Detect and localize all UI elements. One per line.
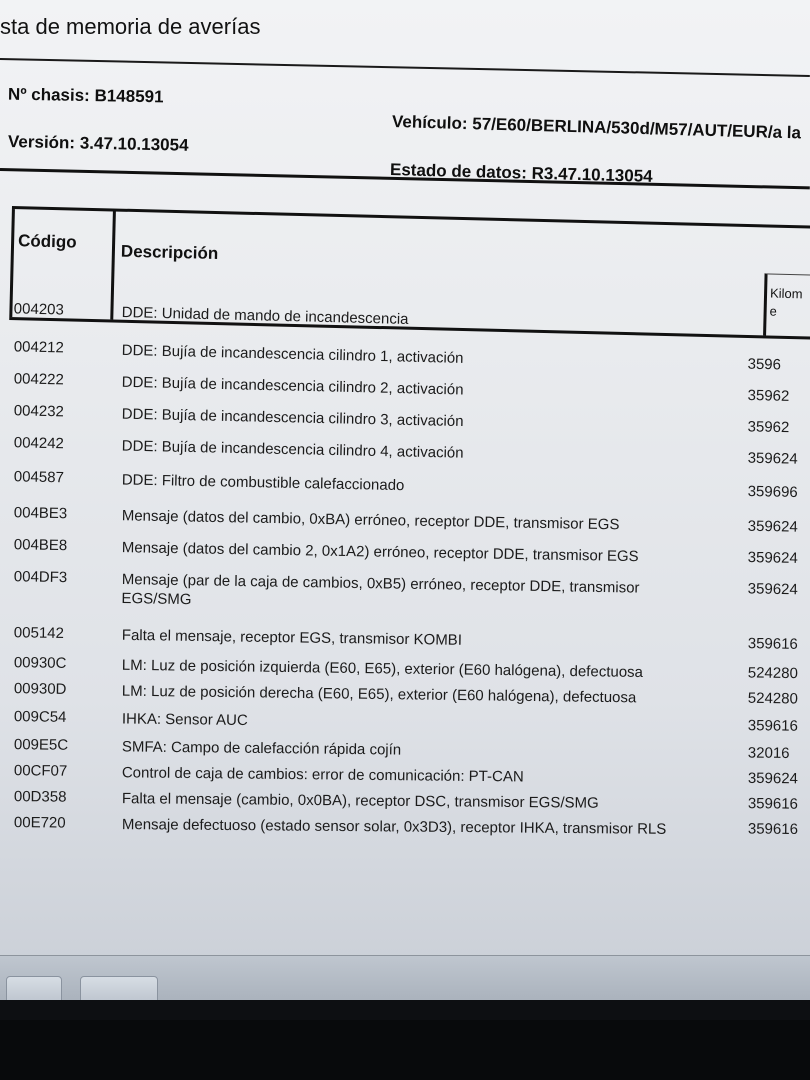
fault-description: Mensaje (datos del cambio 2, 0x1A2) erróneo, receptor DDE, transmisor EGS (121, 539, 639, 566)
monitor-bezel (0, 1020, 810, 1080)
taskbar (0, 955, 810, 1000)
fault-code: 009C54 (13, 708, 67, 726)
data-state-label: Estado de datos: (389, 160, 528, 183)
fault-code: 00D358 (13, 788, 67, 806)
fault-description: DDE: Bujía de incandescencia cilindro 2, activación (121, 373, 464, 399)
fault-km: 359616 (747, 820, 799, 838)
fault-km: 359624 (747, 449, 798, 468)
vehicle-info (392, 112, 801, 143)
title-divider (0, 58, 810, 77)
fault-km: 359616 (747, 717, 799, 735)
fault-code: 004232 (13, 402, 65, 421)
fault-code: 004203 (13, 300, 65, 319)
table-row[interactable] (0, 814, 810, 838)
fault-description: LM: Luz de posición derecha (E60, E65), exterior (E60 halógena), defectuosa (121, 682, 637, 707)
fault-description: Mensaje (datos del cambio, 0xBA) erróneo, receptor DDE, transmisor EGS (121, 507, 620, 534)
fault-code: 004DF3 (13, 568, 68, 587)
fault-description: DDE: Bujía de incandescencia cilindro 3, activación (121, 405, 464, 431)
table-row[interactable] (0, 624, 810, 653)
taskbar-app-button[interactable] (80, 976, 158, 1000)
fault-km: 359616 (747, 635, 798, 653)
fault-km: 35962 (747, 386, 790, 405)
column-km-label: Kilom e (769, 285, 803, 319)
fault-description: DDE: Filtro de combustible calefaccionado (121, 471, 405, 495)
table-row[interactable] (0, 736, 810, 762)
fault-description: Falta el mensaje (cambio, 0x0BA), receptor DSC, transmisor EGS/SMG (121, 790, 599, 812)
fault-km: 359624 (747, 549, 798, 567)
fault-code: 004222 (13, 370, 65, 389)
version-value: 3.47.10.13054 (79, 133, 189, 155)
chassis-info (8, 85, 164, 108)
version-info (8, 132, 189, 156)
window-title: sta de memoria de averías (0, 14, 261, 39)
vehicle-label: Vehículo: (391, 112, 468, 134)
fault-km: 359624 (747, 769, 799, 788)
fault-description: Mensaje defectuoso (estado sensor solar, 0x3D3), receptor IHKA, transmisor RLS (121, 816, 667, 838)
table-row[interactable] (0, 654, 810, 683)
fault-description: DDE: Bujía de incandescencia cilindro 4, activación (121, 437, 464, 462)
table-row[interactable] (0, 536, 810, 567)
fault-description: DDE: Bujía de incandescencia cilindro 1, activación (121, 341, 464, 367)
fault-code: 005142 (13, 624, 65, 642)
chassis-value: B148591 (94, 86, 164, 107)
fault-km: 3596 (747, 355, 782, 374)
table-row[interactable] (0, 338, 810, 374)
start-button[interactable] (6, 976, 62, 1000)
column-code-label: Código (17, 231, 77, 252)
fault-km: 359696 (747, 483, 798, 502)
data-state-value: R3.47.10.13054 (531, 163, 653, 186)
fault-km: 359624 (747, 517, 798, 536)
fault-description: LM: Luz de posición izquierda (E60, E65), exterior (E60 halógena), defectuosa (121, 656, 644, 681)
fault-description: DDE: Unidad de mando de incandescencia (121, 303, 409, 328)
fault-code: 00CF07 (13, 762, 68, 780)
table-row[interactable] (0, 708, 810, 735)
fault-km: 524280 (747, 689, 798, 708)
fault-description: Falta el mensaje, receptor EGS, transmisor KOMBI (121, 626, 463, 649)
fault-km: 35962 (747, 418, 790, 437)
fault-code: 00930D (13, 680, 67, 698)
table-row[interactable] (0, 762, 810, 788)
column-km-cell[interactable] (763, 273, 810, 336)
fault-code: 009E5C (13, 736, 69, 754)
fault-km: 32016 (747, 744, 790, 762)
fault-code: 00930C (13, 654, 67, 672)
table-row[interactable] (0, 468, 810, 502)
table-row[interactable] (0, 402, 810, 437)
table-row[interactable] (0, 568, 810, 609)
fault-description: IHKA: Sensor AUC (121, 710, 248, 730)
table-row[interactable] (0, 434, 810, 468)
fault-code: 004BE8 (13, 536, 68, 555)
column-description-label: Descripción (120, 241, 219, 264)
fault-code: 004587 (13, 468, 65, 487)
fault-km: 524280 (747, 664, 798, 683)
fault-km: 359624 (747, 580, 798, 599)
table-row[interactable] (0, 504, 810, 536)
table-row[interactable] (0, 788, 810, 813)
vehicle-value: 57/E60/BERLINA/530d/M57/AUT/EUR/a la (472, 114, 802, 143)
version-label: Versión: (7, 132, 76, 153)
fault-code: 004212 (13, 338, 65, 357)
fault-code: 004242 (13, 434, 65, 453)
fault-km: 359616 (747, 795, 799, 813)
fault-code: 00E720 (13, 814, 66, 832)
fault-description: Mensaje (par de la caja de cambios, 0xB5) erróneo, receptor DDE, transmisor EGS/SMG (121, 571, 640, 609)
fault-description: SMFA: Campo de calefacción rápida cojín (121, 738, 402, 759)
fault-code: 004BE3 (13, 504, 68, 523)
fault-description: Control de caja de cambios: error de comunicación: PT-CAN (121, 764, 524, 786)
chassis-label: Nº chasis: (7, 84, 90, 106)
